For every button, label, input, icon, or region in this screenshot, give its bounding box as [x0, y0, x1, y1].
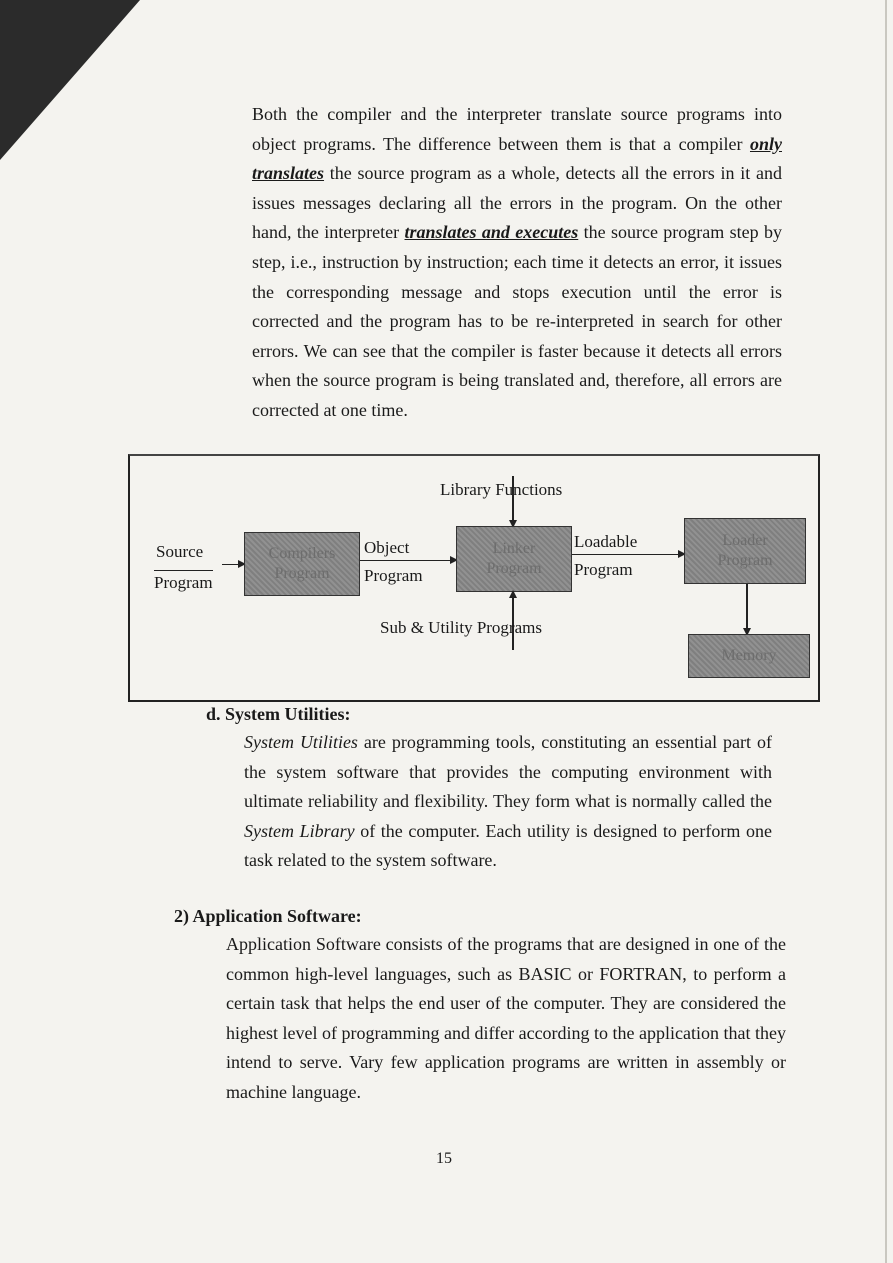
memory-box: [688, 634, 810, 678]
text-run: Both the compiler and the interpreter translate source programs into object programs. The difference between them is that a compiler: [252, 104, 782, 154]
linker-label: Linker: [492, 540, 536, 557]
text-run: the source program step by step, i.e., instruction by instruction; each time it detects an error, it issues the corresponding message and stops execution until the error is corrected and the program has to be re-interpreted in search for other errors. We can see that the compiler is faster because it detects all errors when the source program is being translated and, therefore, all errors are corrected at one time.: [252, 222, 782, 420]
compiler-program-label: Program: [274, 565, 330, 582]
heading-system-utilities: d. System Utilities:: [206, 704, 351, 724]
scan-shadow: [0, 0, 140, 160]
label-loadable-program: Program: [574, 560, 633, 579]
memory-label: Memory: [721, 647, 777, 664]
label-source: Source: [156, 542, 204, 561]
arrow-source-to-compiler: [222, 564, 244, 565]
text-run: of the computer. Each utility is designed to perform one task related to the system software.: [244, 820, 772, 871]
loader-program-box: [684, 518, 806, 584]
emphasis-system-utilities: System Utilities: [244, 732, 358, 752]
paragraph-compiler-interpreter: [212, 100, 782, 426]
loader-label: Loader: [722, 532, 768, 549]
arrow-compiler-to-linker: [360, 560, 456, 561]
arrow-loader-to-memory: [746, 584, 748, 634]
linker-program-box: [456, 526, 572, 592]
paragraph-system-utilities: [216, 728, 772, 876]
emphasis-system-library: System Library: [244, 820, 355, 841]
text-run: the source program as a whole, detects all the errors in it and issues messages declaring all the errors in the program. On the other hand, the interpreter: [252, 163, 782, 243]
label-loadable: Loadable: [574, 532, 638, 551]
label-library-functions: Library Functions: [440, 480, 563, 499]
label-sub-utility-programs: Sub & Utility Programs: [380, 618, 542, 637]
label-object: Object: [364, 538, 410, 557]
emphasis-translates-executes: translates and executes: [404, 222, 579, 243]
arrow-library-to-linker: [512, 476, 514, 526]
arrow-linker-to-loader: [572, 554, 684, 555]
compiler-program-box: [244, 532, 360, 596]
page-number: 15: [436, 1150, 452, 1167]
label-object-program: Program: [364, 566, 423, 585]
loader-program-label: Program: [717, 552, 773, 569]
paragraph-application-software: Application Software consists of the programs that are designed in one of the common high-level languages, such as BASIC or FORTRAN, to perform a certain task that helps the end user of the computer. They are considered the highest level of programming and differ according to the application that they intend to serve. Vary few application programs are written in assembly or machine language.: [226, 934, 786, 1102]
text-run: are programming tools, constituting an essential part of the system software that provides the computing environment with ultimate reliability and flexibility. They form what is normally called the: [244, 732, 772, 812]
page-edge: [885, 0, 887, 1263]
compiler-label: Compilers: [268, 545, 336, 562]
translation-flow-diagram: [128, 436, 820, 698]
heading-application-software: 2) Application Software:: [174, 906, 362, 926]
linker-program-label: Program: [486, 560, 542, 577]
label-program: Program: [154, 570, 213, 593]
emphasis-only-translates: only translates: [252, 133, 782, 184]
